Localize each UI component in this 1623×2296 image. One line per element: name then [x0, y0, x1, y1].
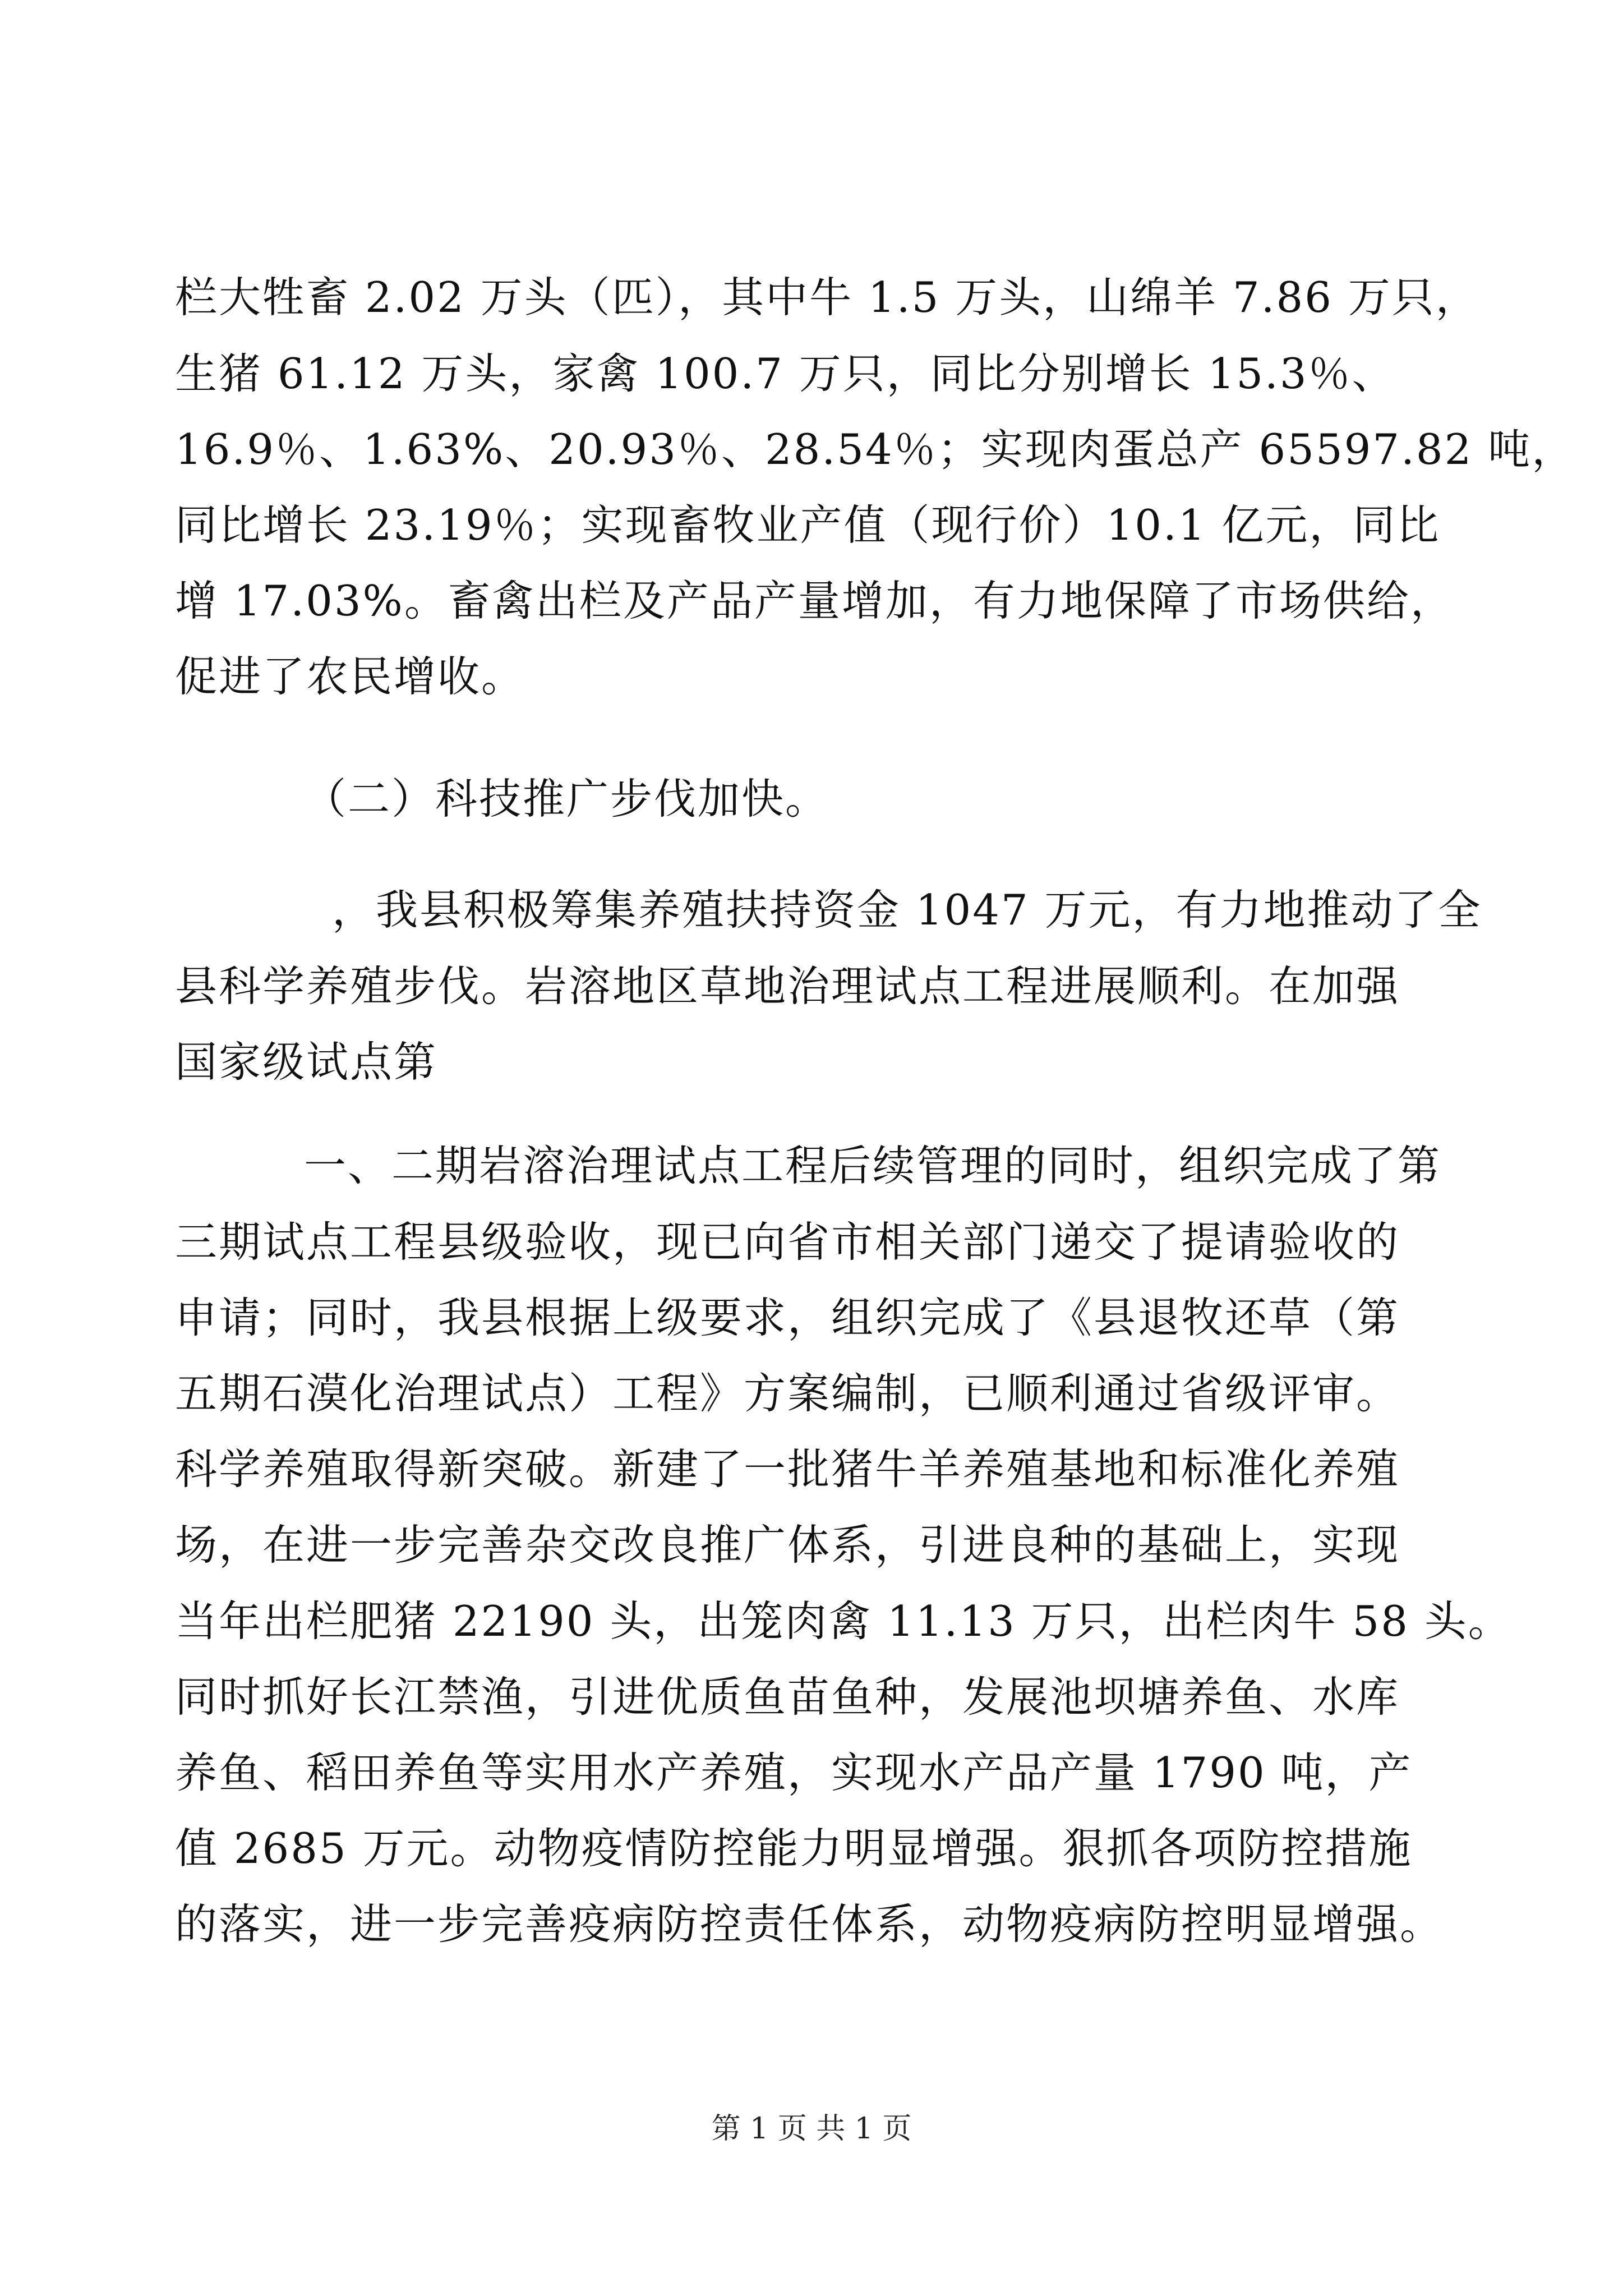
- text-line: 县科学养殖步伐。岩溶地区草地治理试点工程进展顺利。在加强: [175, 961, 1400, 1011]
- text-line: 16.9％、1.63%、20.93％、28.54％；实现肉蛋总产 65597.82 吨，: [175, 425, 1576, 474]
- text-line: 生猪 61.12 万头，家禽 100.7 万只，同比分别增长 15.3％、: [175, 349, 1396, 398]
- text-line: 当年出栏肥猪 22190 头，出笼肉禽 11.13 万只，出栏肉牛 58 头。: [175, 1596, 1512, 1646]
- text-line: 国家级试点第: [175, 1037, 438, 1087]
- section-heading: （二）科技推广步伐加快。: [304, 774, 829, 823]
- text-line: 增 17.03%。畜禽出栏及产品产量增加，有力地保障了市场供给，: [175, 576, 1454, 625]
- text-line: 同时抓好长江禁渔，引进优质鱼苗鱼种，发展池坝塘养鱼、水库: [175, 1672, 1400, 1722]
- text-line: 同比增长 23.19％；实现畜牧业产值（现行价）10.1 亿元，同比: [175, 500, 1441, 550]
- text-line: 一、二期岩溶治理试点工程后续管理的同时，组织完成了第: [304, 1141, 1442, 1190]
- page-footer: 第 1 页 共 1 页: [711, 2112, 912, 2146]
- text-line: 场，在进一步完善杂交改良推广体系，引进良种的基础上，实现: [175, 1520, 1400, 1570]
- text-line: 值 2685 万元。动物疫情防控能力明显增强。狠抓各项防控措施: [175, 1824, 1413, 1873]
- text-line: 五期石漠化治理试点）工程》方案编制，已顺利通过省级评审。: [175, 1369, 1400, 1418]
- text-line: 申请；同时，我县根据上级要求，组织完成了《县退牧还草（第: [175, 1293, 1400, 1342]
- text-line: 三期试点工程县级验收，现已向省市相关部门递交了提请验收的: [175, 1217, 1400, 1267]
- text-line: 促进了农民增收。: [175, 652, 525, 701]
- text-line: 养鱼、稻田养鱼等实用水产养殖，实现水产品产量 1790 吨，产: [175, 1748, 1413, 1797]
- text-line: 的落实，进一步完善疫病防控责任体系，动物疫病防控明显增强。: [175, 1899, 1444, 1949]
- text-line: 栏大牲畜 2.02 万头（匹），其中牛 1.5 万头，山绵羊 7.86 万只，: [175, 273, 1479, 322]
- text-line: ，我县积极筹集养殖扶持资金 1047 万元，有力地推动了全: [332, 885, 1482, 935]
- text-line: 科学养殖取得新突破。新建了一批猪牛羊养殖基地和标准化养殖: [175, 1444, 1400, 1494]
